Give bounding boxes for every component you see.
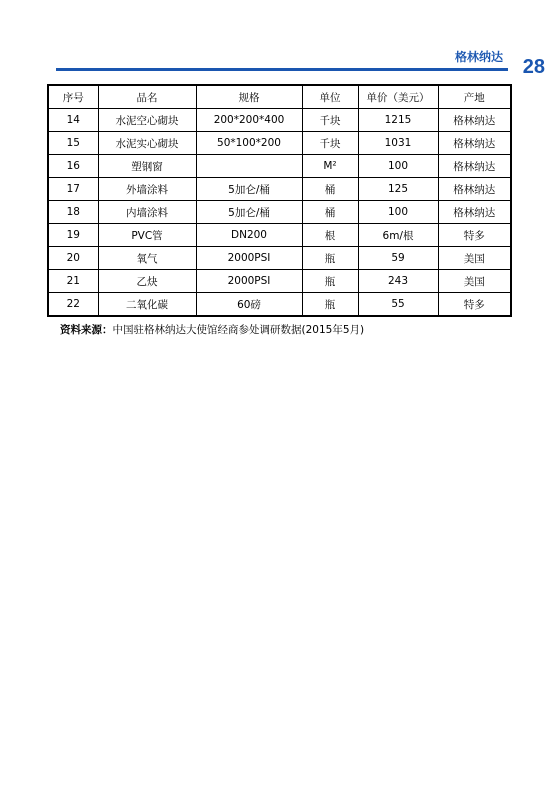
header-title: 格林纳达 (454, 50, 503, 64)
table-cell: 格林纳达 (438, 132, 511, 155)
table-cell: 100 (358, 155, 438, 178)
header-rule (56, 68, 508, 71)
table-cell: 千块 (302, 109, 358, 132)
table-cell: 100 (358, 201, 438, 224)
table-cell: 22 (48, 293, 98, 317)
table-cell: 14 (48, 109, 98, 132)
table-cell (196, 155, 302, 178)
table-cell: 5加仑/桶 (196, 178, 302, 201)
table-cell: 美国 (438, 247, 511, 270)
table-row (48, 178, 511, 201)
table-row (48, 109, 511, 132)
table-row (48, 293, 511, 317)
table-cell: 瓶 (302, 247, 358, 270)
column-header: 规格 (196, 85, 302, 109)
column-header: 单位 (302, 85, 358, 109)
table-cell: 1031 (358, 132, 438, 155)
table-cell: 瓶 (302, 270, 358, 293)
table-row (48, 132, 511, 155)
table-cell: 格林纳达 (438, 201, 511, 224)
table-cell: 5加仑/桶 (196, 201, 302, 224)
table-row (48, 201, 511, 224)
table-cell: 塑钢窗 (98, 155, 196, 178)
table-cell: 氧气 (98, 247, 196, 270)
table-row (48, 155, 511, 178)
source-label: 资料来源： (60, 324, 113, 336)
table-cell: DN200 (196, 224, 302, 247)
table-cell: M² (302, 155, 358, 178)
column-header: 序号 (48, 85, 98, 109)
table-cell: 16 (48, 155, 98, 178)
table-cell: 1215 (358, 109, 438, 132)
table-cell: 根 (302, 224, 358, 247)
table-cell: 格林纳达 (438, 178, 511, 201)
table-body (48, 109, 511, 317)
table-cell: 18 (48, 201, 98, 224)
price-table (47, 84, 512, 317)
table-cell: 桶 (302, 201, 358, 224)
table-cell: 19 (48, 224, 98, 247)
table-cell: 2000PSI (196, 270, 302, 293)
table-cell: 6m/根 (358, 224, 438, 247)
table-cell: 55 (358, 293, 438, 317)
table-cell: 特多 (438, 224, 511, 247)
table-cell: 2000PSI (196, 247, 302, 270)
table-cell: 水泥空心砌块 (98, 109, 196, 132)
table-row (48, 224, 511, 247)
table-cell: 美国 (438, 270, 511, 293)
table-header-row (48, 85, 511, 109)
table-cell: 125 (358, 178, 438, 201)
table-row (48, 270, 511, 293)
table-cell: 243 (358, 270, 438, 293)
table-cell: 60磅 (196, 293, 302, 317)
table-cell: 二氧化碳 (98, 293, 196, 317)
table-cell: 格林纳达 (438, 109, 511, 132)
table-cell: 59 (358, 247, 438, 270)
table-cell: 乙炔 (98, 270, 196, 293)
table-cell: 21 (48, 270, 98, 293)
table-cell: PVC管 (98, 224, 196, 247)
table-cell: 特多 (438, 293, 511, 317)
column-header: 品名 (98, 85, 196, 109)
table-cell: 千块 (302, 132, 358, 155)
table-cell: 17 (48, 178, 98, 201)
table-cell: 20 (48, 247, 98, 270)
table-cell: 格林纳达 (438, 155, 511, 178)
source-text: 中国驻格林纳达大使馆经商参处调研数据(2015年5月) (112, 324, 365, 336)
table-cell: 瓶 (302, 293, 358, 317)
table-cell: 50*100*200 (196, 132, 302, 155)
column-header: 产地 (438, 85, 511, 109)
table-row (48, 247, 511, 270)
source-note (60, 322, 364, 337)
table-cell: 水泥实心砌块 (98, 132, 196, 155)
table-cell: 15 (48, 132, 98, 155)
column-header: 单价（美元） (358, 85, 438, 109)
table-cell: 内墙涂料 (98, 201, 196, 224)
table-cell: 桶 (302, 178, 358, 201)
page-number: 28 (522, 56, 545, 78)
table-cell: 外墙涂料 (98, 178, 196, 201)
table-cell: 200*200*400 (196, 109, 302, 132)
